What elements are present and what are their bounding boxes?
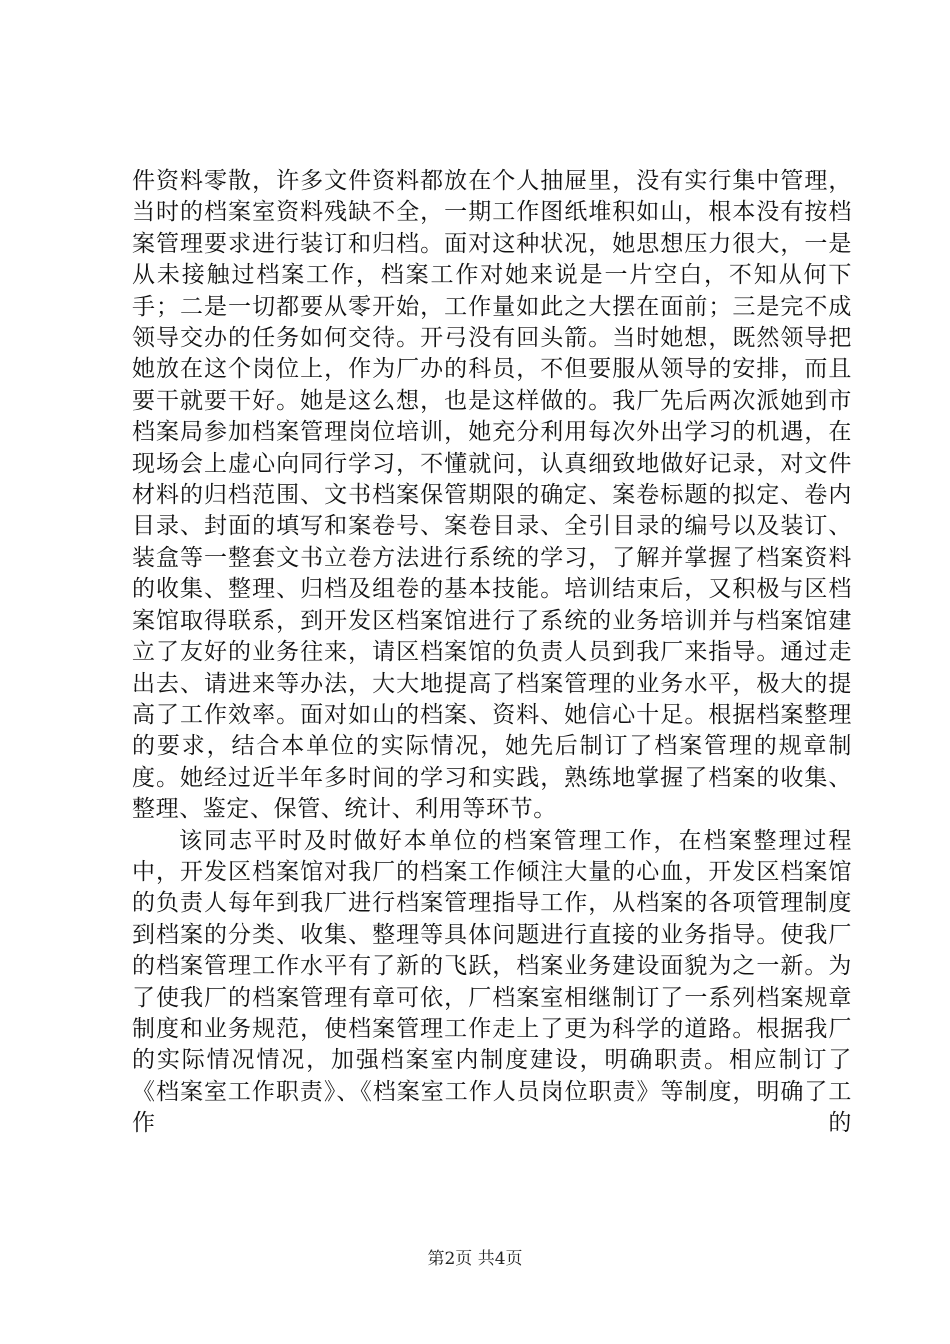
paragraph: 该同志平时及时做好本单位的档案管理工作，在档案整理过程中，开发区档案馆对我厂的档案工作倾注大量的心血，开发区档案馆的负责人每年到我厂进行档案管理指导工作，从档案的各项管理制度到档案的分类、收集、整理等具体问题进行直接的业务指导。使我厂的档案管理工作水平有了新的飞跃，档案业务建设面貌为之一新。为了使我厂的档案管理有章可依，厂档案室相继制订了一系列档案规章制度和业务规范，使档案管理工作走上了更为科学的道路。根据我厂的实际情况情况，加强档案室内制度建设，明确职责。相应制订了《档案室工作职责》、《档案室工作人员岗位职责》等制度，明确了工作的 bbox=[132, 827, 852, 1137]
page-footer: 第2页 共4页 bbox=[427, 1249, 523, 1269]
paragraph: 件资料零散，许多文件资料都放在个人抽屉里，没有实行集中管理，当时的档案室资料残缺不全，一期工作图纸堆积如山，根本没有按档案管理要求进行装订和归档。面对这种状况，她思想压力很大，一是从未接触过档案工作，档案工作对她来说是一片空白，不知从何下手；二是一切都要从零开始，工作量如此之大摆在面前；三是完不成领导交办的任务如何交待。开弓没有回头箭。当时她想，既然领导把她放在这个岗位上，作为厂办的科员，不但要服从领导的安排，而且要干就要干好。她是这么想，也是这样做的。我厂先后两次派她到市档案局参加档案管理岗位培训，她充分利用每次外出学习的机遇，在现场会上虚心向同行学习，不懂就问，认真细致地做好记录，对文件材料的归档范围、文书档案保管期限的确定、案卷标题的拟定、卷内目录、封面的填写和案卷号、案卷目录、全引目录的编号以及装订、装盒等一整套文书立卷方法进行系统的学习，了解并掌握了档案资料的收集、整理、归档及组卷的基本技能。培训结束后，又积极与区档案馆取得联系，到开发区档案馆进行了系统的业务培训并与档案馆建立了友好的业务往来，请区档案馆的负责人员到我厂来指导。通过走出去、请进来等办法，大大地提高了档案管理的业务水平，极大的提高了工作效率。面对如山的档案、资料、她信心十足。根据档案整理的要求，结合本单位的实际情况，她先后制订了档案管理的规章制度。她经过近半年多时间的学习和实践，熟练地掌握了档案的收集、整理、鉴定、保管、统计、利用等环节。 bbox=[132, 168, 852, 823]
document-body bbox=[132, 166, 852, 1140]
